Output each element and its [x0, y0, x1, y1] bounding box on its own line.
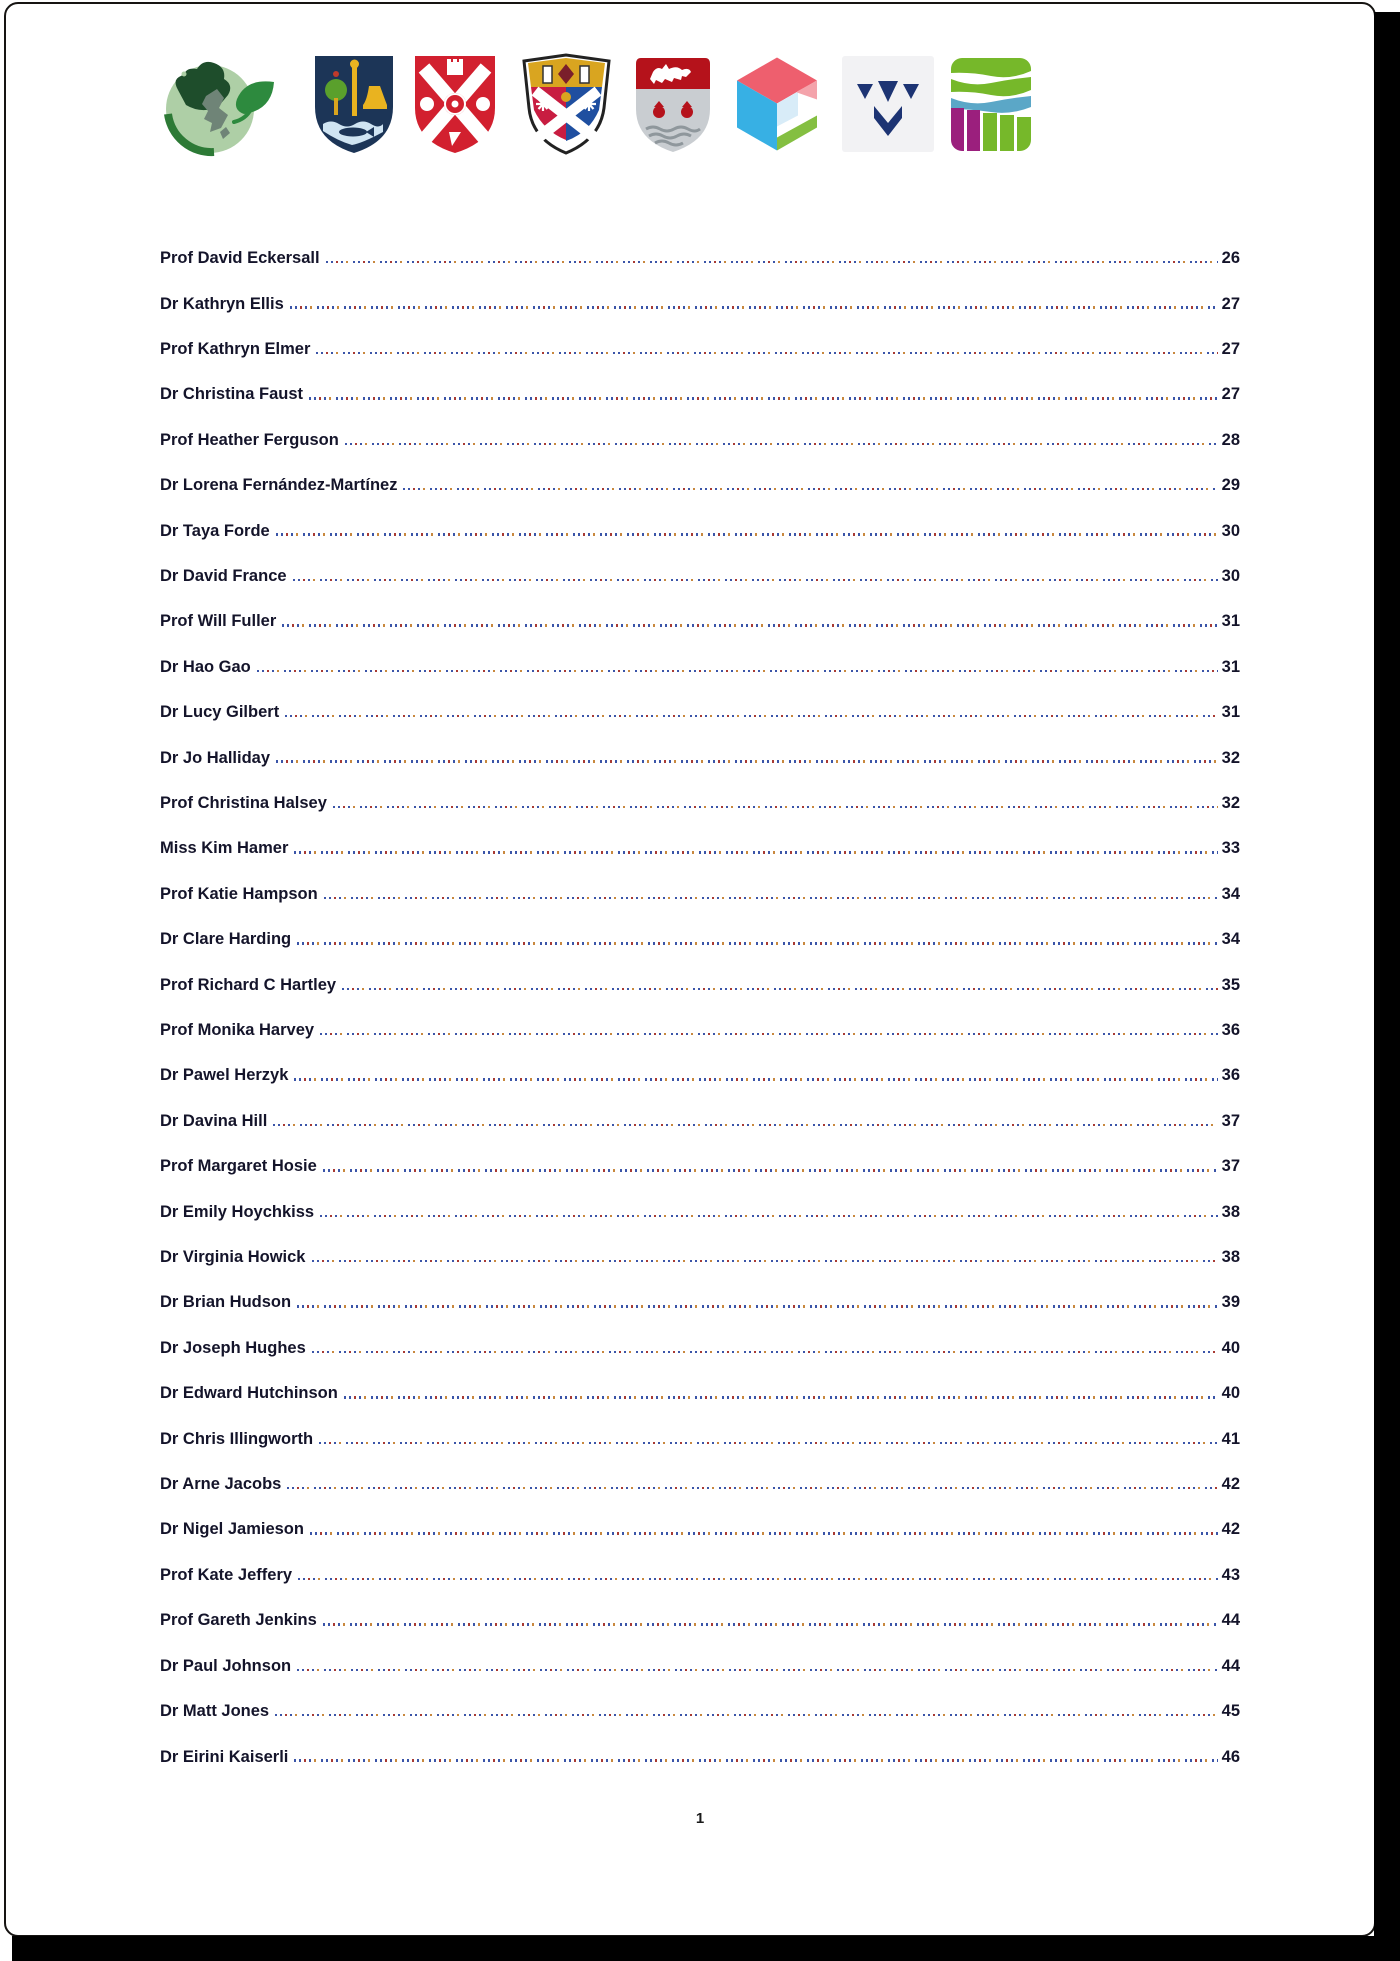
- university-of-glasgow-crest: [311, 52, 397, 157]
- toc-entry-name: Prof Heather Ferguson: [160, 430, 339, 449]
- toc-entry[interactable]: [160, 358, 1240, 403]
- toc-entry[interactable]: [160, 494, 1240, 539]
- toc-entry-page: 29: [1221, 476, 1240, 495]
- toc-entry-name: Prof Kate Jeffery: [160, 1565, 293, 1584]
- university-of-st-andrews-crest: [513, 52, 619, 157]
- toc-entry-name: Dr Clare Harding: [160, 930, 292, 949]
- toc-dot-leader: [403, 488, 1217, 490]
- toc-entry-page: 34: [1221, 930, 1240, 949]
- toc-entry[interactable]: [160, 1176, 1240, 1221]
- toc-entry[interactable]: [160, 676, 1240, 721]
- toc-entry[interactable]: [160, 721, 1240, 766]
- toc-entry-name: Dr Matt Jones: [160, 1702, 270, 1721]
- toc-dot-leader: [276, 533, 1218, 535]
- toc-entry-page: 36: [1221, 1021, 1240, 1039]
- table-of-contents: [160, 222, 1240, 1766]
- toc-entry[interactable]: [160, 1130, 1240, 1175]
- toc-dot-leader: [290, 306, 1218, 308]
- toc-entry-page: 35: [1221, 975, 1240, 994]
- toc-dot-leader: [310, 1532, 1218, 1534]
- toc-entry-page: 42: [1221, 1475, 1240, 1494]
- toc-entry[interactable]: [160, 1675, 1240, 1720]
- toc-dot-leader: [324, 897, 1218, 899]
- toc-dot-leader: [320, 1033, 1218, 1035]
- toc-entry-name: Dr Paul Johnson: [160, 1656, 292, 1675]
- toc-entry-name: Prof Christina Halsey: [160, 793, 327, 812]
- moredun-triangles-logo: [840, 54, 936, 154]
- toc-entry-page: 30: [1221, 566, 1240, 585]
- toc-entry[interactable]: [160, 404, 1240, 449]
- toc-entry-name: Prof Will Fuller: [160, 612, 277, 631]
- toc-entry[interactable]: [160, 1584, 1240, 1629]
- toc-entry[interactable]: [160, 1357, 1240, 1402]
- toc-entry-page: 40: [1221, 1384, 1240, 1403]
- toc-entry-name: Prof Richard C Hartley: [160, 975, 337, 994]
- toc-entry[interactable]: [160, 631, 1240, 676]
- toc-entry[interactable]: [160, 267, 1240, 312]
- toc-entry[interactable]: [160, 313, 1240, 358]
- toc-dot-leader: [293, 579, 1218, 581]
- toc-entry-name: Dr Brian Hudson: [160, 1293, 292, 1312]
- toc-entry[interactable]: [160, 1039, 1240, 1084]
- toc-dot-leader: [257, 670, 1218, 672]
- toc-entry[interactable]: [160, 1448, 1240, 1493]
- toc-entry-name: Dr Davina Hill: [160, 1111, 268, 1130]
- toc-entry-name: Dr Eirini Kaiserli: [160, 1747, 289, 1766]
- toc-entry-name: Dr Hao Gao: [160, 657, 251, 676]
- toc-dot-leader: [294, 1078, 1217, 1080]
- toc-dot-leader: [297, 1669, 1218, 1671]
- toc-entry-name: Dr David France: [160, 566, 287, 585]
- toc-entry-page: 41: [1221, 1429, 1240, 1448]
- toc-entry-page: 28: [1221, 430, 1240, 449]
- toc-entry[interactable]: [160, 585, 1240, 630]
- toc-entry-page: 26: [1221, 249, 1240, 268]
- toc-entry-name: Prof Gareth Jenkins: [160, 1611, 317, 1630]
- toc-entry-page: 46: [1221, 1747, 1240, 1766]
- toc-entry-page: 27: [1221, 294, 1240, 313]
- toc-dot-leader: [282, 624, 1217, 626]
- partner-logo-row: [148, 50, 978, 158]
- toc-entry-name: Miss Kim Hamer: [160, 839, 289, 858]
- toc-entry[interactable]: [160, 903, 1240, 948]
- toc-entry-name: Prof Monika Harvey: [160, 1021, 315, 1039]
- toc-entry[interactable]: [160, 1539, 1240, 1584]
- toc-entry[interactable]: [160, 1312, 1240, 1357]
- toc-entry-name: Dr Arne Jacobs: [160, 1475, 282, 1494]
- toc-entry-name: Prof Margaret Hosie: [160, 1157, 317, 1176]
- toc-entry[interactable]: [160, 1221, 1240, 1266]
- toc-dot-leader: [298, 1578, 1218, 1580]
- toc-entry-page: 32: [1221, 793, 1240, 812]
- toc-entry-name: Dr Chris Illingworth: [160, 1429, 314, 1448]
- toc-entry-name: Dr Jo Halliday: [160, 748, 271, 767]
- toc-entry-name: Prof Katie Hampson: [160, 884, 318, 903]
- toc-dot-leader: [297, 1305, 1218, 1307]
- toc-dot-leader: [312, 1351, 1218, 1353]
- toc-entry-name: Dr Kathryn Ellis: [160, 294, 284, 313]
- toc-entry-page: 32: [1221, 748, 1240, 767]
- toc-entry-page: 31: [1221, 657, 1240, 676]
- james-hutton-institute-logo: [949, 56, 1033, 153]
- toc-entry-page: 45: [1221, 1702, 1240, 1721]
- toc-dot-leader: [287, 1487, 1217, 1489]
- toc-entry-page: 39: [1221, 1293, 1240, 1312]
- toc-entry[interactable]: [160, 449, 1240, 494]
- toc-entry[interactable]: [160, 540, 1240, 585]
- toc-entry-page: 31: [1221, 703, 1240, 722]
- toc-entry[interactable]: [160, 949, 1240, 994]
- toc-dot-leader: [294, 1759, 1217, 1761]
- hexagon-cube-logo: [727, 52, 827, 157]
- toc-entry-page: 27: [1221, 339, 1240, 358]
- toc-entry-name: Prof David Eckersall: [160, 249, 320, 268]
- toc-entry[interactable]: [160, 1403, 1240, 1448]
- footer-page-number: 1: [695, 1810, 705, 1827]
- toc-entry[interactable]: [160, 767, 1240, 812]
- toc-dot-leader: [294, 851, 1217, 853]
- toc-dot-leader: [309, 397, 1218, 399]
- toc-entry-page: 33: [1221, 839, 1240, 858]
- toc-dot-leader: [273, 1124, 1217, 1126]
- toc-entry-page: 36: [1221, 1066, 1240, 1085]
- toc-dot-leader: [275, 1714, 1218, 1716]
- toc-entry-page: 37: [1221, 1157, 1240, 1176]
- toc-entry-name: Dr Lorena Fernández-Martínez: [160, 476, 398, 495]
- toc-entry-page: 34: [1221, 884, 1240, 903]
- toc-entry-page: 42: [1221, 1520, 1240, 1539]
- toc-entry[interactable]: [160, 222, 1240, 267]
- right-edge-band: [1374, 12, 1400, 1961]
- toc-entry-name: Prof Kathryn Elmer: [160, 339, 311, 358]
- bottom-edge-band: [12, 1936, 1400, 1961]
- toc-dot-leader: [285, 715, 1217, 717]
- toc-dot-leader: [345, 443, 1218, 445]
- toc-entry[interactable]: [160, 1720, 1240, 1765]
- toc-dot-leader: [316, 352, 1217, 354]
- toc-entry-name: Dr Christina Faust: [160, 385, 304, 404]
- toc-entry[interactable]: [160, 1630, 1240, 1675]
- toc-entry[interactable]: [160, 1266, 1240, 1311]
- toc-dot-leader: [326, 261, 1218, 263]
- toc-entry-page: 43: [1221, 1565, 1240, 1584]
- toc-entry-page: 44: [1221, 1656, 1240, 1675]
- toc-entry-name: Dr Nigel Jamieson: [160, 1520, 304, 1539]
- toc-dot-leader: [342, 988, 1218, 990]
- red-saltire-university-crest: [410, 52, 500, 157]
- toc-entry-name: Dr Lucy Gilbert: [160, 703, 280, 722]
- toc-dot-leader: [333, 806, 1218, 808]
- toc-entry-name: Dr Virginia Howick: [160, 1248, 306, 1267]
- toc-entry-page: 27: [1221, 385, 1240, 404]
- toc-dot-leader: [312, 1260, 1218, 1262]
- toc-dot-leader: [323, 1169, 1218, 1171]
- toc-entry-page: 30: [1221, 521, 1240, 540]
- one-health-cow-globe-leaf-logo: [148, 52, 298, 157]
- lion-and-thistle-university-crest: [632, 52, 714, 157]
- toc-entry-name: Dr Taya Forde: [160, 521, 270, 540]
- toc-entry-name: Dr Pawel Herzyk: [160, 1066, 289, 1085]
- toc-entry-page: 37: [1221, 1111, 1240, 1130]
- toc-entry[interactable]: [160, 858, 1240, 903]
- toc-entry[interactable]: [160, 812, 1240, 857]
- toc-entry[interactable]: [160, 994, 1240, 1039]
- toc-dot-leader: [323, 1623, 1218, 1625]
- toc-entry-name: Dr Emily Hoychkiss: [160, 1202, 315, 1221]
- toc-dot-leader: [344, 1396, 1218, 1398]
- toc-entry-page: 38: [1221, 1202, 1240, 1221]
- toc-entry-page: 40: [1221, 1338, 1240, 1357]
- toc-entry-page: 44: [1221, 1611, 1240, 1630]
- toc-entry-name: Dr Edward Hutchinson: [160, 1384, 338, 1403]
- toc-dot-leader: [297, 942, 1218, 944]
- toc-entry[interactable]: [160, 1493, 1240, 1538]
- toc-dot-leader: [319, 1442, 1218, 1444]
- toc-entry[interactable]: [160, 1085, 1240, 1130]
- toc-dot-leader: [320, 1215, 1218, 1217]
- toc-dot-leader: [276, 760, 1218, 762]
- toc-entry-page: 31: [1221, 612, 1240, 631]
- toc-entry-name: Dr Joseph Hughes: [160, 1338, 306, 1357]
- toc-entry-page: 38: [1221, 1248, 1240, 1267]
